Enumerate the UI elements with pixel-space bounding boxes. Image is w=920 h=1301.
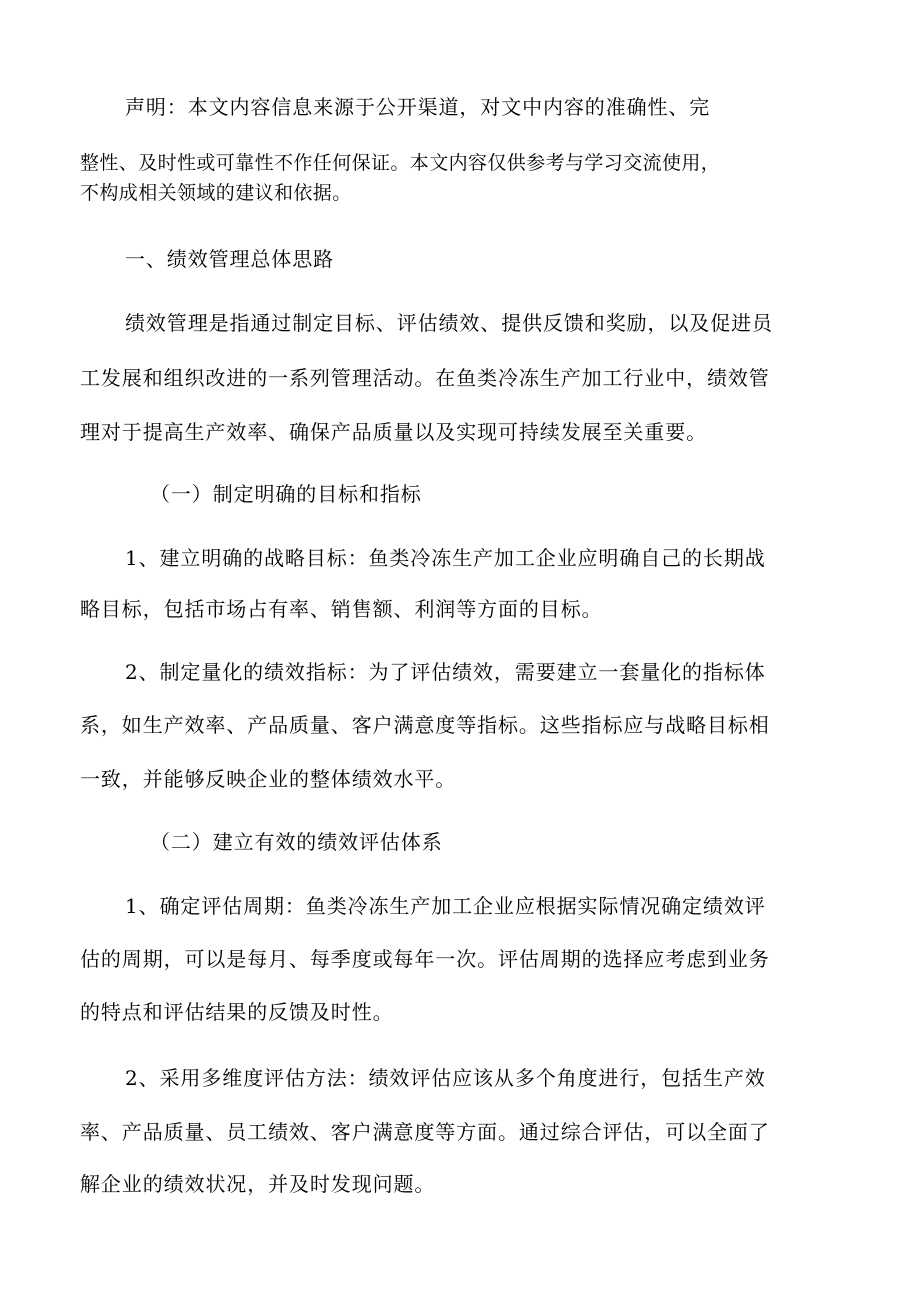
sub1-item2-line-3: 一致，并能够反映企业的整体绩效水平。 bbox=[80, 767, 457, 791]
disclaimer-line-3: 不构成相关领域的建议和依据。 bbox=[80, 182, 352, 204]
sub1-item2-line-1: 2、制定量化的绩效指标：为了评估绩效，需要建立一套量化的指标体 bbox=[125, 660, 766, 684]
sub1-item1-line-1: 1、建立明确的战略目标：鱼类冷冻生产加工企业应明确自己的长期战 bbox=[125, 546, 766, 570]
sub2-item2-line-2: 率、产品质量、员工绩效、客户满意度等方面。通过综合评估，可以全面了 bbox=[80, 1120, 770, 1144]
intro-line-3: 理对于提高生产效率、确保产品质量以及实现可持续发展至关重要。 bbox=[80, 420, 707, 444]
sub2-item1-line-3: 的特点和评估结果的反馈及时性。 bbox=[80, 1000, 394, 1024]
intro-line-1: 绩效管理是指通过制定目标、评估绩效、提供反馈和奖励，以及促进员 bbox=[125, 311, 773, 335]
sub1-item2-line-2: 系，如生产效率、产品质量、客户满意度等指标。这些指标应与战略目标相 bbox=[80, 713, 770, 737]
section-heading: 一、绩效管理总体思路 bbox=[125, 247, 334, 271]
sub2-item2-line-1: 2、采用多维度评估方法：绩效评估应该从多个角度进行，包括生产效 bbox=[125, 1066, 766, 1090]
disclaimer-line-1: 声明：本文内容信息来源于公开渠道，对文中内容的准确性、完 bbox=[125, 95, 711, 119]
subsection-heading-2: （二）建立有效的绩效评估体系 bbox=[150, 830, 443, 854]
sub2-item2-line-3: 解企业的绩效状况，并及时发现问题。 bbox=[80, 1172, 436, 1196]
disclaimer-line-2: 整性、及时性或可靠性不作任何保证。本文内容仅供参考与学习交流使用， bbox=[80, 152, 721, 174]
sub2-item1-line-2: 估的周期，可以是每月、每季度或每年一次。评估周期的选择应考虑到业务 bbox=[80, 947, 770, 971]
sub1-item1-line-2: 略目标，包括市场占有率、销售额、利润等方面的目标。 bbox=[80, 597, 603, 621]
sub2-item1-line-1: 1、确定评估周期：鱼类冷冻生产加工企业应根据实际情况确定绩效评 bbox=[125, 894, 766, 918]
intro-line-2: 工发展和组织改进的一系列管理活动。在鱼类冷冻生产加工行业中，绩效管 bbox=[80, 366, 770, 390]
subsection-heading-1: （一）制定明确的目标和指标 bbox=[150, 482, 422, 506]
